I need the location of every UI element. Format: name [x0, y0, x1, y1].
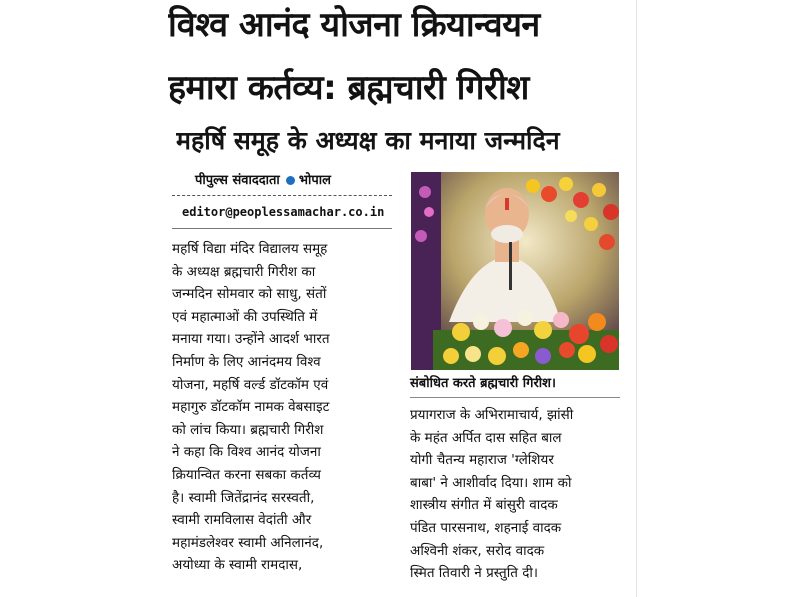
- body-text-line: अश्विनी शंकर, सरोद वादक: [410, 542, 545, 559]
- body-text-line: जन्मदिन सोमवार को साधु, संतों: [172, 286, 327, 303]
- body-text-line: एवं महात्माओं की उपस्थिति में: [172, 308, 318, 325]
- body-text-line: प्रयागराज के अभिरामाचार्य, झांसी: [410, 407, 574, 423]
- body-text-line: बाबा' ने आशीर्वाद दिया। शाम को: [410, 474, 572, 491]
- body-text-line: स्मित तिवारी ने प्रस्तुति दी।: [410, 565, 538, 582]
- body-text-line: क्रियान्वित करना सबका कर्तव्य: [172, 466, 321, 483]
- byline-author: पीपुल्स संवाददाता: [195, 173, 280, 188]
- body-text-line: महागुरु डॉटकॉम नामक वेबसाइट: [172, 399, 330, 416]
- body-text-line: महर्षि विद्या मंदिर विद्यालय समूह: [172, 241, 328, 257]
- body-text-line: योजना, महर्षि वर्ल्ड डॉटकॉम एवं: [172, 376, 329, 393]
- subheadline: महर्षि समूह के अध्यक्ष का मनाया जन्मदिन: [176, 126, 560, 155]
- contact-email: editor@peoplessamachar.co.in: [182, 205, 385, 219]
- body-text-line: स्वामी रामविलास वेदांती और: [172, 512, 312, 529]
- body-text-line: मनाया गया। उन्होंने आदर्श भारत: [172, 331, 330, 348]
- byline: [195, 171, 331, 191]
- caption-divider: [410, 397, 620, 398]
- body-text-line: शास्त्रीय संगीत में बांसुरी वादक: [410, 497, 558, 514]
- body-text-line: महामंडलेश्वर स्वामी अनिलानंद,: [172, 534, 324, 551]
- body-column-right: [410, 404, 628, 585]
- microphone-stand: [509, 242, 512, 290]
- body-text-line: को लांच किया। ब्रह्मचारी गिरीश: [172, 421, 324, 438]
- headline-line-1: विश्व आनंद योजना क्रियान्वयन: [168, 5, 540, 45]
- body-text-line: अयोध्या के स्वामी रामदास,: [172, 557, 303, 574]
- body-text-line: पंडित पारसनाथ, शहनाई वादक: [410, 519, 562, 536]
- email-divider-top: [172, 195, 392, 196]
- email-divider-bottom: [172, 228, 392, 229]
- body-text-line: योगी चैतन्य महाराज 'ग्लेशियर: [410, 452, 554, 469]
- body-column-left: [172, 238, 398, 577]
- body-text-line: निर्माण के लिए आनंदमय विश्व: [172, 353, 321, 370]
- photo-caption: संबोधित करते ब्रह्मचारी गिरीश।: [410, 376, 556, 391]
- page-margin-line: [636, 0, 637, 597]
- blue-dot-icon: [286, 176, 295, 185]
- body-text-line: ने कहा कि विश्व आनंद योजना: [172, 444, 321, 461]
- body-text-line: है। स्वामी जितेंद्रानंद सरस्वती,: [172, 489, 315, 506]
- byline-city: भोपाल: [298, 173, 331, 188]
- photo-illustration: [411, 172, 619, 370]
- headline-line-2: हमारा कर्तव्य: ब्रह्मचारी गिरीश: [168, 68, 529, 108]
- article-photo: [411, 172, 619, 370]
- body-text-line: के महंत अर्पित दास सहित बाल: [410, 429, 562, 446]
- body-text-line: के अध्यक्ष ब्रह्मचारी गिरीश का: [172, 263, 316, 280]
